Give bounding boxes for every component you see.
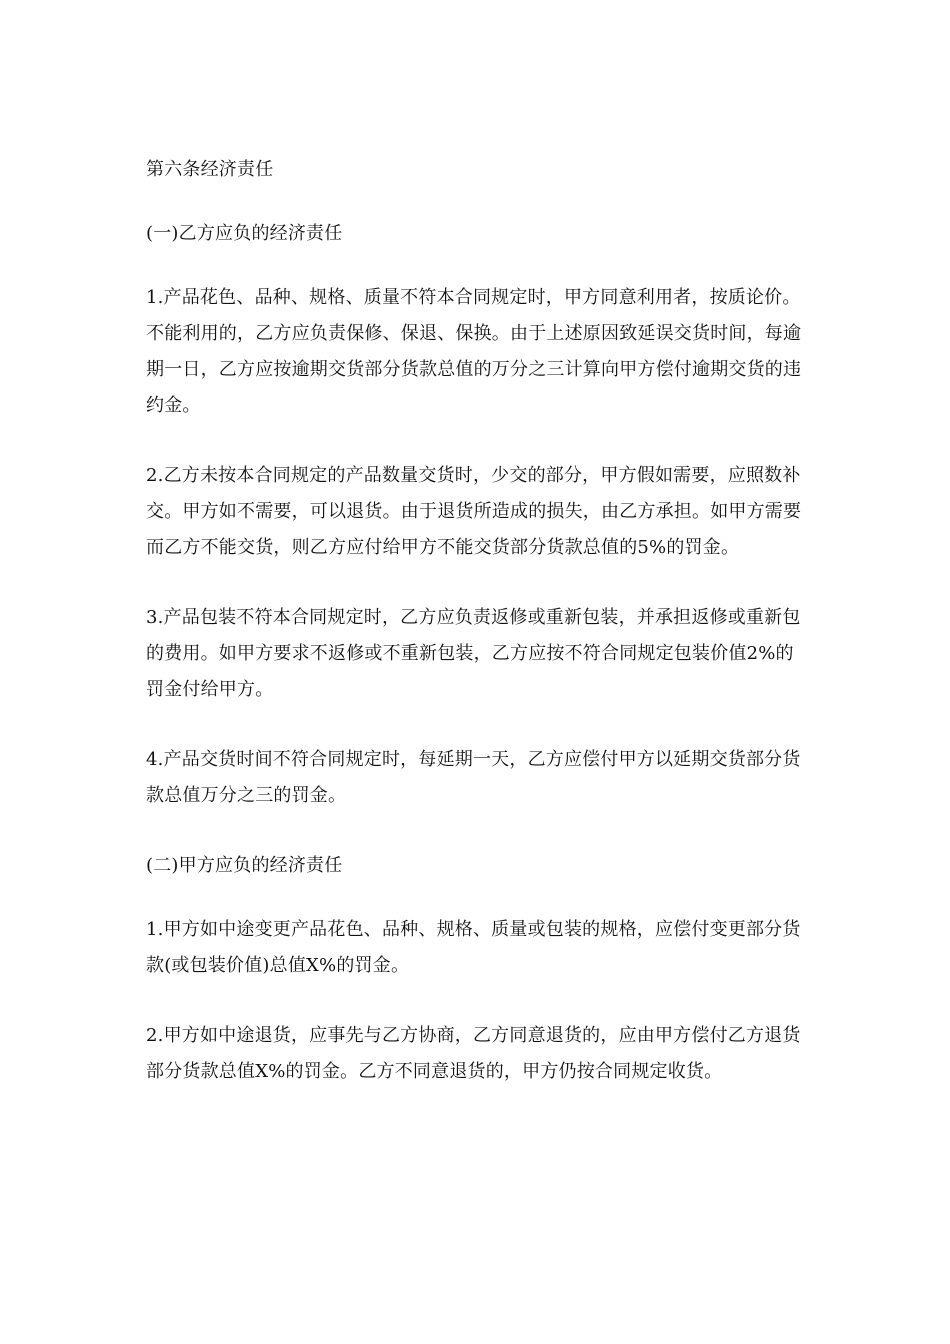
section-two-heading: (二)甲方应负的经济责任 xyxy=(146,855,343,876)
article-title: 第六条经济责任 xyxy=(146,159,274,180)
section-one-heading: (一)乙方应负的经济责任 xyxy=(146,223,343,244)
section-two-item-1: 1.甲方如中途变更产品花色、品种、规格、质量或包装的规格，应偿付变更部分货款(或包装价值)总值X%的罚金。 xyxy=(146,919,801,976)
section-one-item-2: 2.乙方未按本合同规定的产品数量交货时，少交的部分，甲方假如需要，应照数补交。甲方如不需要，可以退货。由于退货所造成的损失，由乙方承担。如甲方需要而乙方不能交货，则乙方应付给甲方不能交货部分货款总值的5%的罚金。 xyxy=(146,465,802,558)
section-one-item-1: 1.产品花色、品种、规格、质量不符本合同规定时，甲方同意利用者，按质论价。不能利用的，乙方应负责保修、保退、保换。由于上述原因致延误交货时间，每逾期一日，乙方应按逾期交货部分货款总值的万分之三计算向甲方偿付逾期交货的违约金。 xyxy=(146,287,802,416)
section-one-item-4: 4.产品交货时间不符合同规定时，每延期一天，乙方应偿付甲方以延期交货部分货款总值万分之三的罚金。 xyxy=(146,749,801,806)
document-content xyxy=(146,152,806,1124)
section-one-item-3: 3.产品包装不符本合同规定时，乙方应负责返修或重新包装，并承担返修或重新包的费用。如甲方要求不返修或不重新包装，乙方应按不符合同规定包装价值2%的罚金付给甲方。 xyxy=(146,607,801,700)
section-two-item-2: 2.甲方如中途退货，应事先与乙方协商，乙方同意退货的，应由甲方偿付乙方退货部分货款总值X%的罚金。乙方不同意退货的，甲方仍按合同规定收货。 xyxy=(146,1025,801,1082)
